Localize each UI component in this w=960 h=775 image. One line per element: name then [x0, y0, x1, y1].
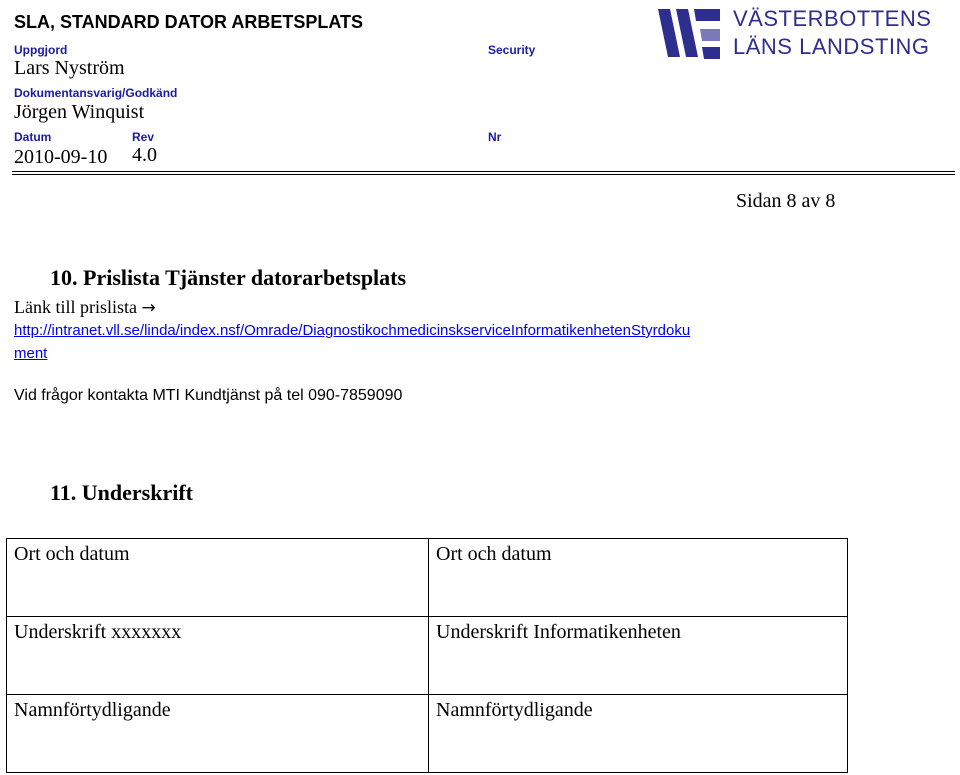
nr-label: Nr [488, 130, 502, 144]
uppgjord-label: Uppgjord [14, 43, 68, 57]
signature-cell: Ort och datum [7, 539, 429, 617]
logo-text-line1: VÄSTERBOTTENS [733, 6, 932, 31]
arrow-right-icon: → [141, 298, 156, 318]
price-list-intro-text: Länk till prislista [14, 297, 137, 317]
contact-text: Vid frågor kontakta MTI Kundtjänst på tel 090-7859090 [14, 387, 403, 404]
section-11-heading: 11. Underskrift [50, 480, 193, 505]
table-row [7, 617, 848, 695]
signature-cell: Namnförtydligande [7, 695, 429, 773]
price-list-intro [14, 297, 156, 318]
price-list-link-line1[interactable]: http://intranet.vll.se/linda/index.nsf/Omrade/DiagnostikochmedicinskserviceInformatikenhetenStyrdoku [14, 322, 691, 339]
logo-text-line2: LÄNS LANDSTING [733, 34, 930, 59]
page-number: Sidan 8 av 8 [736, 190, 836, 212]
header-rule-top [12, 171, 955, 172]
dokumentansvarig-label: Dokumentansvarig/Godkänd [14, 86, 178, 100]
signature-table [6, 538, 848, 773]
price-list-link-line2[interactable]: ment [14, 345, 48, 362]
signature-cell: Namnförtydligande [429, 695, 848, 773]
header-rule-bottom [12, 174, 955, 175]
datum-value: 2010-09-10 [14, 146, 108, 168]
signature-cell: Ort och datum [429, 539, 848, 617]
rev-label: Rev [132, 130, 155, 144]
security-label: Security [488, 43, 536, 57]
table-row [7, 539, 848, 617]
table-row [7, 695, 848, 773]
signature-cell: Underskrift Informatikenheten [429, 617, 848, 695]
document-title: SLA, STANDARD DATOR ARBETSPLATS [14, 12, 363, 32]
signature-cell: Underskrift xxxxxxx [7, 617, 429, 695]
section-10-heading: 10. Prislista Tjänster datorarbetsplats [50, 265, 407, 290]
dokumentansvarig-value: Jörgen Winquist [14, 101, 145, 123]
landsting-logo [656, 5, 956, 63]
logo-mark-icon [656, 7, 722, 61]
rev-value: 4.0 [132, 144, 157, 166]
datum-label: Datum [14, 130, 52, 144]
uppgjord-value: Lars Nyström [14, 57, 125, 79]
